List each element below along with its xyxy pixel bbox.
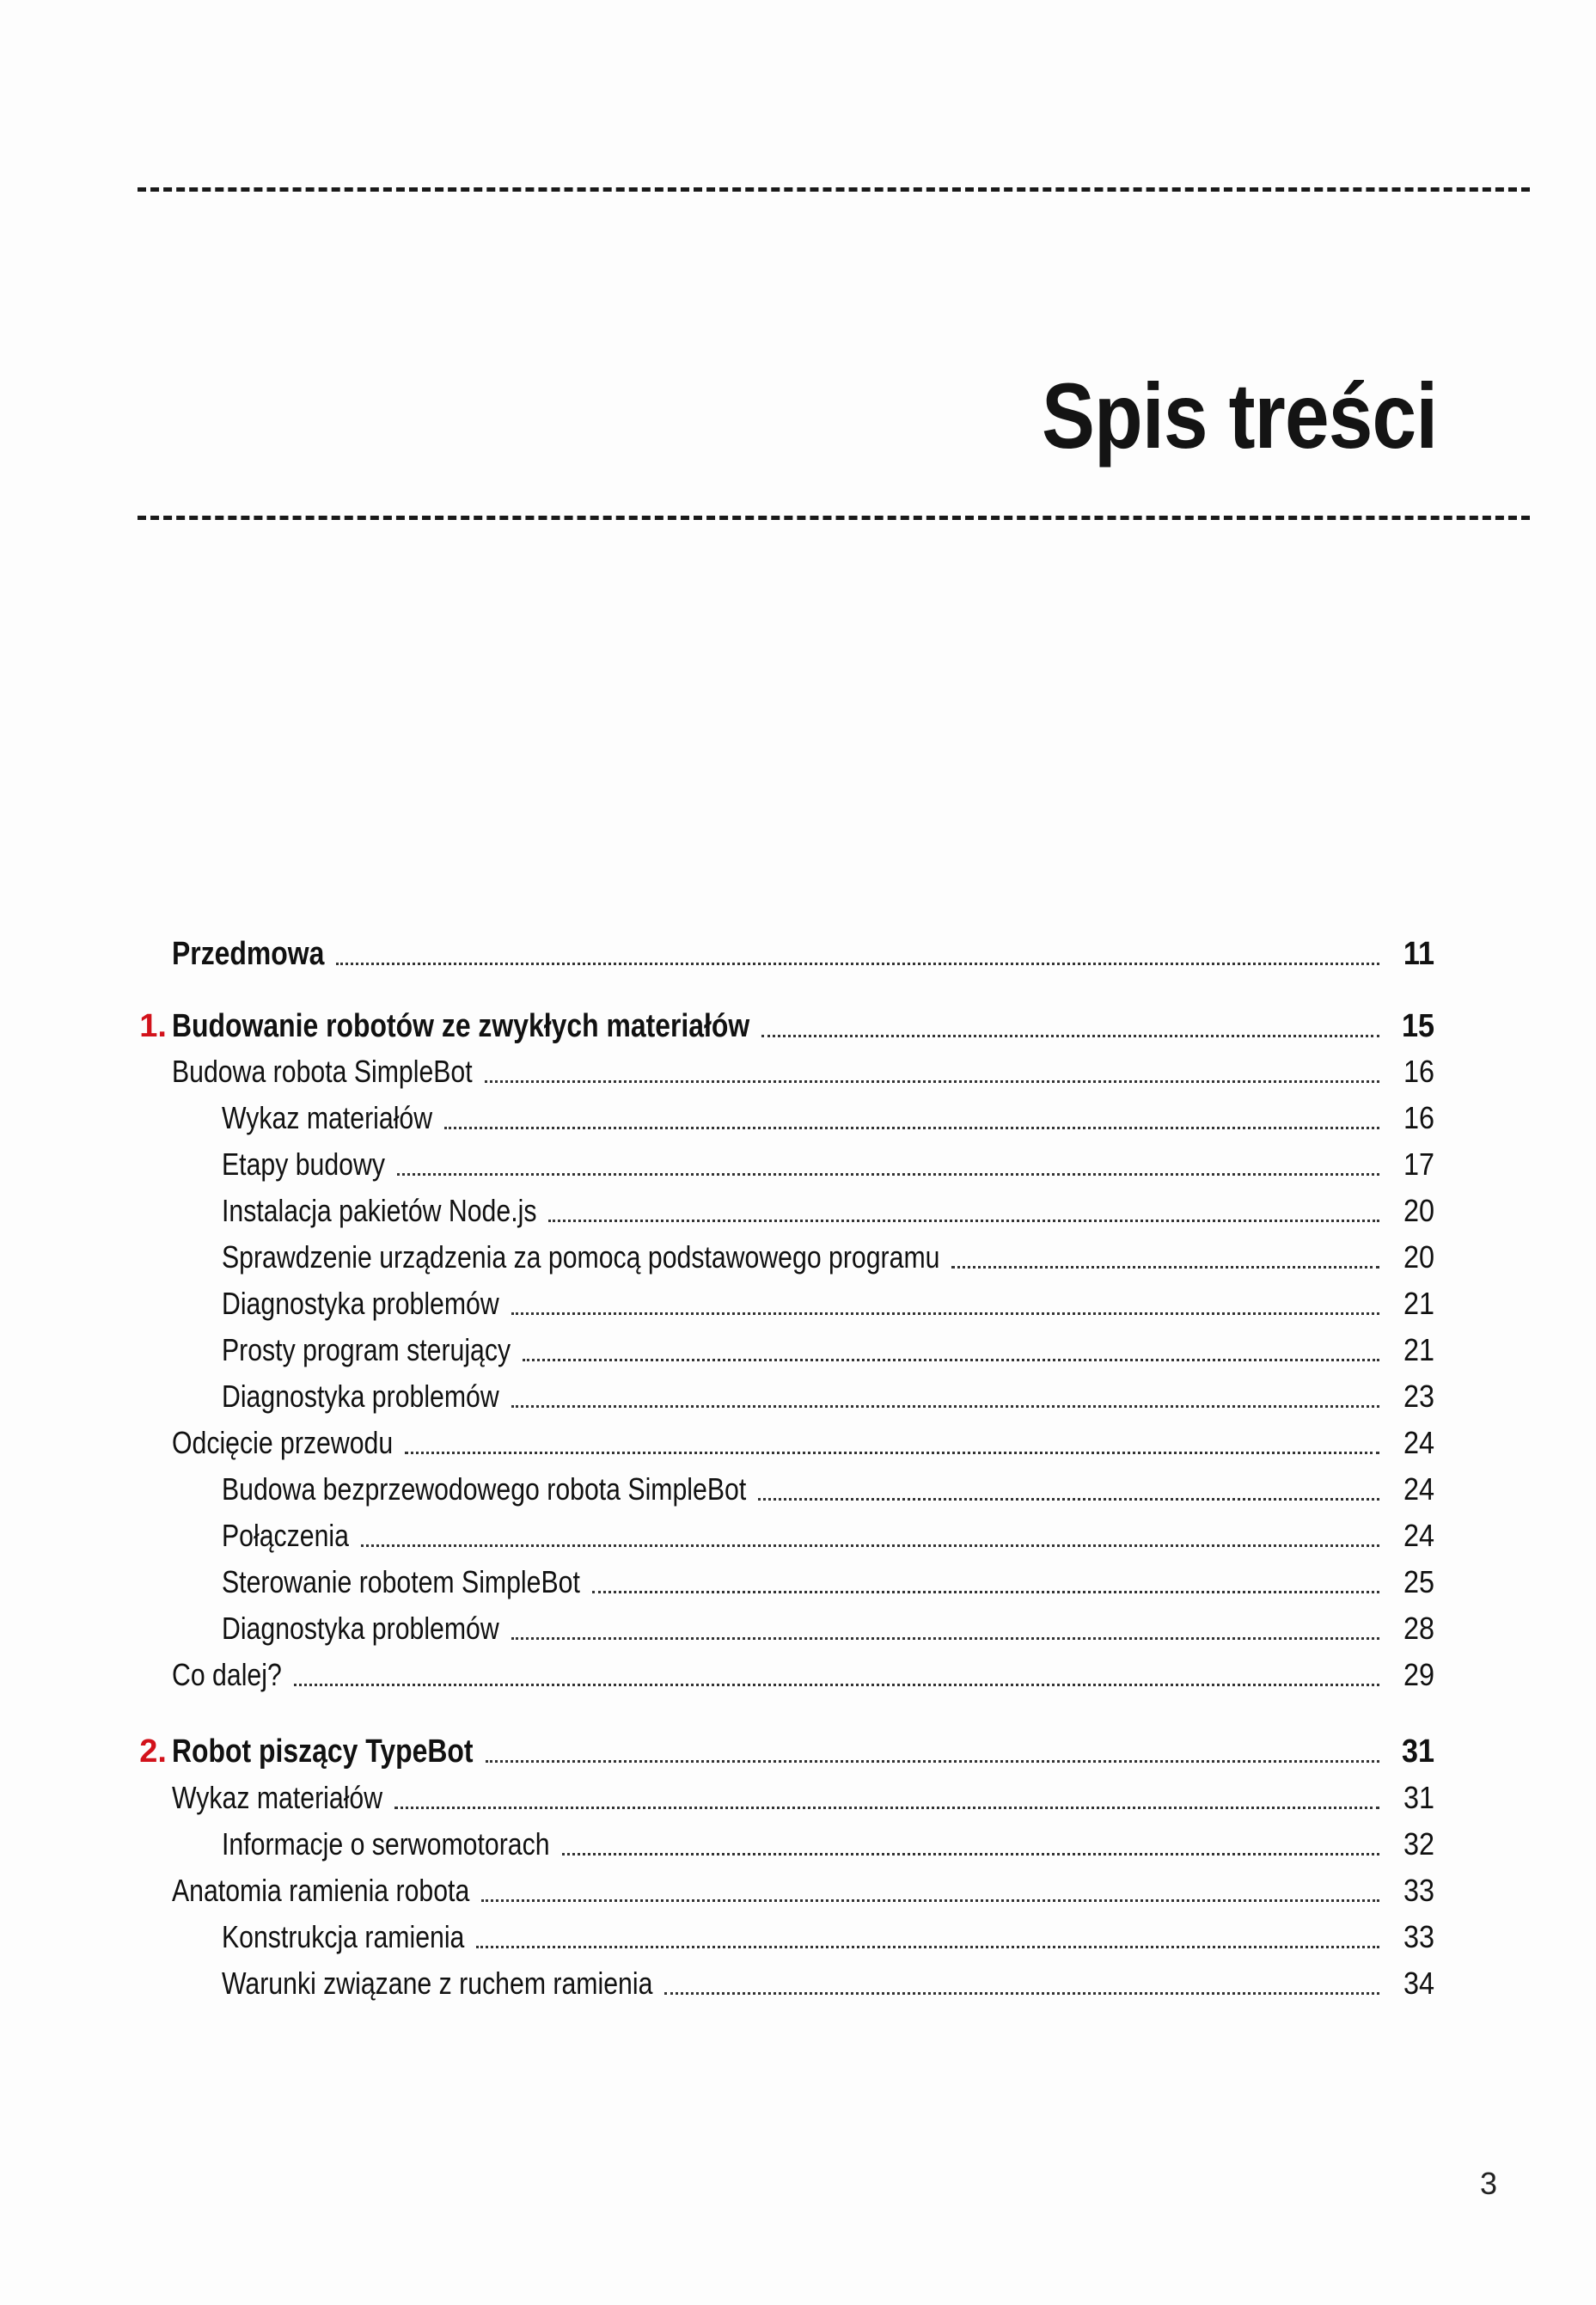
dot-leader — [394, 1807, 1379, 1809]
toc-entry-title: Odcięcie przewodu — [172, 1425, 394, 1460]
toc-entry-page: 31 — [1401, 1733, 1434, 1770]
toc-entry-title: Robot piszący TypeBot — [172, 1733, 474, 1770]
page-title: Spis treści — [1041, 364, 1437, 468]
toc-entry-page: 24 — [1403, 1471, 1434, 1507]
toc-entry[interactable] — [0, 1097, 1596, 1140]
dot-leader — [336, 963, 1379, 965]
dot-leader — [511, 1312, 1379, 1315]
toc-entry-title: Warunki związane z ruchem ramienia — [222, 1966, 653, 2001]
toc-entry[interactable] — [0, 1189, 1596, 1232]
dot-leader — [405, 1452, 1379, 1454]
toc-entry-page: 33 — [1403, 1919, 1434, 1954]
top-dashed-rule — [138, 187, 1530, 192]
toc-entry[interactable] — [0, 1422, 1596, 1464]
toc-entry[interactable] — [0, 1005, 1596, 1048]
dot-leader — [361, 1544, 1379, 1547]
toc-entry-page: 21 — [1403, 1332, 1434, 1367]
dot-leader — [476, 1946, 1379, 1948]
toc-entry-page: 16 — [1403, 1054, 1434, 1089]
dot-leader — [444, 1127, 1379, 1129]
toc-entry-page: 24 — [1403, 1518, 1434, 1553]
toc-entry-page: 24 — [1403, 1425, 1434, 1460]
toc-entry-title: Etapy budowy — [222, 1146, 385, 1182]
dot-leader — [951, 1266, 1379, 1269]
toc-entry-title: Budowa robota SimpleBot — [172, 1054, 473, 1089]
toc-entry-title: Instalacja pakietów Node.js — [222, 1193, 537, 1228]
toc-entry-page: 28 — [1403, 1611, 1434, 1646]
toc-entry[interactable] — [0, 1375, 1596, 1418]
dot-leader — [758, 1498, 1379, 1501]
toc-entry[interactable] — [0, 1654, 1596, 1697]
toc-entry[interactable] — [0, 1730, 1596, 1773]
toc-entry-title: Budowa bezprzewodowego robota SimpleBot — [222, 1471, 747, 1507]
toc-entry-title: Przedmowa — [172, 936, 325, 972]
toc-entry[interactable] — [0, 1143, 1596, 1186]
dot-leader — [481, 1899, 1379, 1902]
dot-leader — [511, 1637, 1379, 1640]
toc-entry-title: Diagnostyka problemów — [222, 1286, 499, 1321]
dot-leader — [397, 1173, 1379, 1176]
toc-entry-title: Co dalej? — [172, 1657, 282, 1692]
dot-leader — [511, 1405, 1379, 1408]
toc-entry-title: Połączenia — [222, 1518, 349, 1553]
toc-entry-page: 32 — [1403, 1826, 1434, 1862]
toc-entry-page: 16 — [1403, 1100, 1434, 1135]
toc-entry[interactable] — [0, 1962, 1596, 2005]
dot-leader — [486, 1760, 1379, 1763]
toc-entry-title: Diagnostyka problemów — [222, 1611, 499, 1646]
toc-entry-page: 15 — [1401, 1008, 1434, 1044]
toc-entry[interactable] — [0, 1607, 1596, 1650]
toc-entry[interactable] — [0, 1823, 1596, 1866]
toc-entry[interactable] — [0, 1916, 1596, 1959]
toc-entry[interactable] — [0, 932, 1596, 975]
dot-leader — [485, 1080, 1379, 1083]
toc-entry-title: Prosty program sterujący — [222, 1332, 511, 1367]
toc-entry-page: 20 — [1403, 1193, 1434, 1228]
toc-entry-title: Sterowanie robotem SimpleBot — [222, 1564, 580, 1599]
toc-entry[interactable] — [0, 1468, 1596, 1511]
dot-leader — [523, 1359, 1379, 1361]
dot-leader — [548, 1220, 1379, 1222]
toc-entry[interactable] — [0, 1561, 1596, 1604]
toc-entry[interactable] — [0, 1236, 1596, 1279]
toc-entry-page: 34 — [1403, 1966, 1434, 2001]
dot-leader — [592, 1591, 1379, 1593]
chapter-number: 2. — [139, 1733, 167, 1770]
toc-entry-title: Wykaz materiałów — [222, 1100, 433, 1135]
toc-entry-title: Informacje o serwomotorach — [222, 1826, 550, 1862]
dot-leader — [664, 1992, 1379, 1995]
toc-entry-page: 33 — [1403, 1873, 1434, 1908]
toc-entry-title: Diagnostyka problemów — [222, 1379, 499, 1414]
toc-entry-title: Wykaz materiałów — [172, 1780, 383, 1815]
toc-entry[interactable] — [0, 1776, 1596, 1819]
toc-entry[interactable] — [0, 1329, 1596, 1372]
toc-entry-page: 11 — [1403, 936, 1434, 972]
dot-leader — [761, 1035, 1379, 1037]
toc-entry-page: 31 — [1403, 1780, 1434, 1815]
toc-entry[interactable] — [0, 1514, 1596, 1557]
bottom-dashed-rule — [138, 516, 1530, 520]
toc-entry-page: 23 — [1403, 1379, 1434, 1414]
page-number: 3 — [1479, 2166, 1497, 2201]
toc-entry-page: 20 — [1403, 1239, 1434, 1275]
toc-entry-title: Budowanie robotów ze zwykłych materiałów — [172, 1008, 750, 1044]
toc-entry-title: Anatomia ramienia robota — [172, 1873, 470, 1908]
toc-entry-page: 17 — [1403, 1146, 1434, 1182]
toc-entry[interactable] — [0, 1282, 1596, 1325]
dot-leader — [294, 1684, 1379, 1686]
toc-entry-title: Konstrukcja ramienia — [222, 1919, 465, 1954]
toc-entry[interactable] — [0, 1050, 1596, 1093]
toc-entry-title: Sprawdzenie urządzenia za pomocą podstawowego programu — [222, 1239, 940, 1275]
dot-leader — [562, 1853, 1379, 1856]
toc-entry[interactable] — [0, 1869, 1596, 1912]
chapter-number: 1. — [139, 1008, 167, 1044]
toc-entry-page: 25 — [1403, 1564, 1434, 1599]
toc-entry-page: 21 — [1403, 1286, 1434, 1321]
toc-entry-page: 29 — [1403, 1657, 1434, 1692]
